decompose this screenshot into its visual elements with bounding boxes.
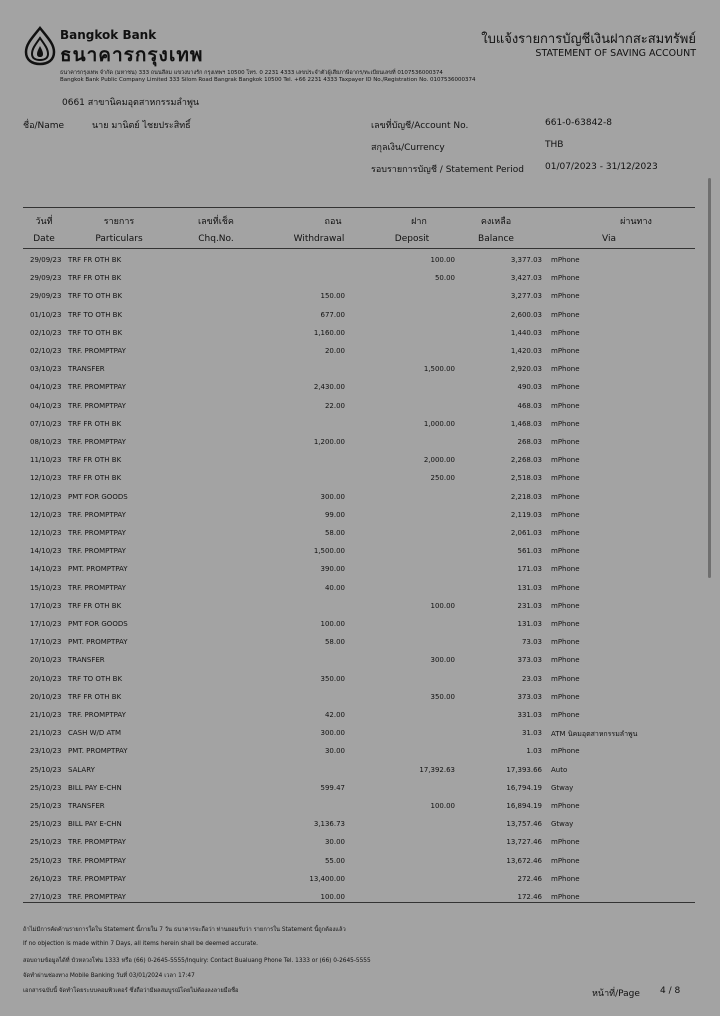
statement-period-label: รอบรายการบัญชี / Statement Period (371, 165, 524, 175)
statement-title-th: ใบแจ้งรายการบัญชีเงินฝากสะสมทรัพย์ (481, 32, 696, 47)
table-row (0, 875, 720, 893)
row-via: mPhone (551, 893, 580, 901)
row-date: 12/10/23 (30, 492, 62, 501)
row-via: mPhone (551, 456, 580, 465)
row-balance: 1,468.03 (510, 419, 542, 428)
header-via-th: ผ่านทาง (620, 217, 652, 227)
row-deposit: 100.00 (430, 601, 455, 610)
row-date: 20/10/23 (30, 674, 62, 683)
table-row (0, 784, 720, 802)
footer-generated: จัดทำผ่านช่องทาง Mobile Banking วันที่ 03/01/2024 เวลา 17:47 (23, 973, 195, 979)
table-row (0, 474, 720, 492)
row-date: 17/10/23 (30, 638, 62, 647)
table-row (0, 493, 720, 511)
row-balance: 272.46 (517, 874, 542, 883)
row-particulars: BILL PAY E-CHN (68, 783, 122, 792)
row-via: mPhone (551, 674, 580, 683)
account-number-value: 661-0-63842-8 (545, 118, 613, 128)
row-particulars: TRANSFER (68, 365, 105, 374)
header-balance-en: Balance (478, 234, 514, 244)
header-date-en: Date (33, 234, 55, 244)
row-balance: 561.03 (517, 547, 542, 556)
row-withdrawal: 300.00 (320, 729, 345, 738)
row-date: 12/10/23 (30, 529, 62, 537)
header-withdrawal-en: Withdrawal (293, 234, 345, 244)
row-withdrawal: 22.00 (324, 401, 345, 410)
row-deposit: 17,392.63 (419, 765, 455, 774)
row-withdrawal: 2,430.00 (313, 383, 345, 392)
header-particulars-th: รายการ (103, 217, 135, 227)
row-via: mPhone (551, 856, 580, 865)
row-withdrawal: 390.00 (320, 565, 345, 574)
row-particulars: TRANSFER (68, 656, 105, 665)
row-particulars: TRF FR OTH BK (68, 474, 122, 483)
row-via: mPhone (551, 656, 580, 665)
row-date: 14/10/23 (30, 547, 62, 556)
row-withdrawal: 300.00 (320, 492, 345, 501)
row-particulars: BILL PAY E-CHN (68, 820, 122, 829)
row-balance: 13,757.46 (506, 820, 542, 829)
table-row (0, 365, 720, 383)
table-row (0, 620, 720, 638)
row-deposit: 300.00 (430, 656, 455, 665)
row-via: Gtway (551, 783, 574, 792)
row-particulars: TRF TO OTH BK (68, 310, 123, 319)
row-balance: 331.03 (517, 711, 542, 719)
row-date: 20/10/23 (30, 692, 62, 701)
row-balance: 373.03 (517, 692, 542, 701)
row-via: mPhone (551, 510, 580, 519)
row-deposit: 100.00 (430, 256, 455, 264)
row-particulars: TRF. PROMPTPAY (68, 438, 126, 446)
row-balance: 3,377.03 (510, 256, 542, 264)
row-date: 14/10/23 (30, 565, 62, 574)
row-via: mPhone (551, 474, 580, 483)
row-particulars: PMT FOR GOODS (68, 620, 128, 628)
row-via: mPhone (551, 692, 580, 701)
row-withdrawal: 100.00 (320, 620, 345, 628)
row-via: mPhone (551, 310, 580, 319)
header-deposit-en: Deposit (394, 234, 430, 244)
row-date: 02/10/23 (30, 328, 62, 337)
row-balance: 2,920.03 (510, 365, 542, 374)
row-withdrawal: 1,200.00 (313, 438, 345, 446)
row-date: 26/10/23 (30, 874, 62, 883)
row-particulars: TRF. PROMPTPAY (68, 583, 126, 592)
row-withdrawal: 99.00 (324, 510, 345, 519)
row-particulars: TRF. PROMPTPAY (68, 383, 126, 392)
table-row (0, 529, 720, 547)
row-balance: 13,727.46 (506, 838, 542, 847)
row-balance: 17,393.66 (506, 765, 542, 774)
row-balance: 16,794.19 (506, 783, 542, 792)
table-row (0, 347, 720, 365)
row-via: mPhone (551, 711, 580, 719)
row-date: 29/09/23 (30, 292, 62, 301)
row-via: mPhone (551, 529, 580, 537)
row-withdrawal: 20.00 (324, 347, 345, 355)
row-date: 21/10/23 (30, 711, 62, 719)
footer-computer-generated: เอกสารฉบับนี้ จัดทำโดยระบบคอมพิวเตอร์ ซึ่งถือว่ามีผลสมบูรณ์โดยไม่ต้องลงลายมือชื่อ (23, 988, 239, 994)
row-date: 25/10/23 (30, 820, 62, 829)
table-top-rule (23, 207, 695, 208)
address-th: ธนาคารกรุงเทพ จำกัด (มหาชน) 333 ถนนสีลม แขวงบางรัก กรุงเทพฯ 10500 โทร. 0 2231 4333 เลขประจำตัวผู้เสียภาษีอากร/ทะเบียนเลขที่ 0107536000374 (60, 70, 443, 76)
row-balance: 73.03 (521, 638, 542, 647)
row-particulars: TRF FR OTH BK (68, 274, 122, 283)
branch-name: 0661 สาขานิคมอุตสาหกรรมลำพูน (62, 98, 200, 108)
row-balance: 1,440.03 (510, 328, 542, 337)
table-row (0, 602, 720, 620)
table-row (0, 256, 720, 274)
row-via: mPhone (551, 256, 580, 264)
row-date: 15/10/23 (30, 583, 62, 592)
row-via: mPhone (551, 747, 580, 756)
row-date: 23/10/23 (30, 747, 62, 756)
row-withdrawal: 58.00 (324, 638, 345, 647)
table-row (0, 711, 720, 729)
row-particulars: TRF. PROMPTPAY (68, 856, 126, 865)
table-row (0, 729, 720, 747)
table-row (0, 456, 720, 474)
table-header-rule (23, 248, 695, 249)
row-balance: 172.46 (517, 893, 542, 901)
row-date: 04/10/23 (30, 383, 62, 392)
row-withdrawal: 30.00 (324, 747, 345, 756)
row-balance: 1.03 (526, 747, 542, 756)
row-balance: 3,427.03 (510, 274, 542, 283)
table-row (0, 565, 720, 583)
table-row (0, 329, 720, 347)
row-particulars: TRF. PROMPTPAY (68, 510, 126, 519)
footer-notice-th: ถ้าไม่มีการคัดค้านรายการใดใน Statement นี้ภายใน 7 วัน ธนาคารจะถือว่า ท่านยอมรับว่า รายการใน Statement นี้ถูกต้องแล้ว (23, 927, 346, 933)
currency-value: THB (545, 140, 564, 150)
row-particulars: TRF. PROMPTPAY (68, 711, 126, 719)
row-particulars: TRF FR OTH BK (68, 419, 122, 428)
row-withdrawal: 599.47 (320, 783, 345, 792)
row-date: 25/10/23 (30, 856, 62, 865)
scrollbar[interactable] (708, 178, 711, 578)
row-via: mPhone (551, 347, 580, 355)
row-balance: 2,518.03 (510, 474, 542, 483)
row-via: mPhone (551, 838, 580, 847)
table-row (0, 747, 720, 765)
table-row (0, 838, 720, 856)
row-via: ATM นิคมอุตสาหกรรมลำพูน (551, 730, 638, 739)
row-deposit: 1,500.00 (423, 365, 455, 374)
row-via: mPhone (551, 401, 580, 410)
row-balance: 490.03 (517, 383, 542, 392)
row-balance: 131.03 (517, 620, 542, 628)
row-balance: 2,119.03 (510, 510, 542, 519)
row-via: Gtway (551, 820, 574, 829)
row-via: mPhone (551, 583, 580, 592)
bangkok-bank-logo-icon (22, 26, 58, 66)
row-balance: 2,218.03 (510, 492, 542, 501)
currency-label: สกุลเงิน/Currency (371, 143, 445, 153)
brand-name-en: Bangkok Bank (60, 28, 157, 42)
row-particulars: TRF FR OTH BK (68, 456, 122, 465)
row-balance: 468.03 (517, 401, 542, 410)
row-particulars: CASH W/D ATM (68, 729, 122, 738)
row-date: 02/10/23 (30, 347, 62, 355)
row-balance: 2,268.03 (510, 456, 542, 465)
row-balance: 2,600.03 (510, 310, 542, 319)
row-date: 17/10/23 (30, 601, 62, 610)
row-date: 12/10/23 (30, 474, 62, 483)
page-label: หน้าที่/Page (592, 989, 640, 999)
row-particulars: TRF. PROMPTPAY (68, 529, 126, 537)
row-withdrawal: 3,136.73 (313, 820, 345, 829)
row-withdrawal: 42.00 (324, 711, 345, 719)
table-row (0, 547, 720, 565)
row-date: 29/09/23 (30, 274, 62, 283)
row-particulars: PMT FOR GOODS (68, 492, 128, 501)
row-date: 03/10/23 (30, 365, 62, 374)
table-bottom-rule (23, 902, 695, 903)
row-date: 21/10/23 (30, 729, 62, 738)
row-withdrawal: 55.00 (324, 856, 345, 865)
header-particulars-en: Particulars (95, 234, 143, 244)
row-date: 25/10/23 (30, 765, 62, 774)
row-withdrawal: 40.00 (324, 583, 345, 592)
table-row (0, 766, 720, 784)
statement-title-en: STATEMENT OF SAVING ACCOUNT (535, 48, 696, 59)
row-balance: 31.03 (521, 729, 542, 738)
name-value: นาย มานิตย์ ไชยประสิทธิ์ (92, 121, 191, 131)
row-deposit: 250.00 (430, 474, 455, 483)
row-balance: 131.03 (517, 583, 542, 592)
row-deposit: 100.00 (430, 802, 455, 810)
header-balance-th: คงเหลือ (480, 217, 512, 227)
row-particulars: TRF. PROMPTPAY (68, 547, 126, 556)
row-deposit: 350.00 (430, 692, 455, 701)
row-date: 07/10/23 (30, 419, 62, 428)
row-date: 17/10/23 (30, 620, 62, 628)
row-balance: 13,672.46 (506, 856, 542, 865)
row-via: mPhone (551, 874, 580, 883)
row-balance: 23.03 (521, 674, 542, 683)
statement-period-value: 01/07/2023 - 31/12/2023 (545, 162, 658, 172)
row-particulars: TRF FR OTH BK (68, 692, 122, 701)
row-via: mPhone (551, 365, 580, 374)
table-row (0, 802, 720, 820)
row-balance: 171.03 (517, 565, 542, 574)
header-chq-en: Chq.No. (198, 234, 234, 244)
row-date: 27/10/23 (30, 893, 62, 901)
brand-name-th: ธนาคารกรุงเทพ (60, 44, 204, 66)
row-particulars: TRF. PROMPTPAY (68, 893, 126, 901)
row-particulars: TRF. PROMPTPAY (68, 401, 126, 410)
table-row (0, 274, 720, 292)
row-withdrawal: 100.00 (320, 893, 345, 901)
row-via: mPhone (551, 419, 580, 428)
row-via: mPhone (551, 438, 580, 446)
row-balance: 2,061.03 (510, 529, 542, 537)
table-row (0, 675, 720, 693)
table-row (0, 857, 720, 875)
row-withdrawal: 1,160.00 (313, 328, 345, 337)
account-number-label: เลขที่บัญชี/Account No. (371, 121, 469, 131)
row-via: mPhone (551, 274, 580, 283)
table-row (0, 402, 720, 420)
row-via: mPhone (551, 620, 580, 628)
table-row (0, 638, 720, 656)
row-particulars: PMT. PROMPTPAY (68, 747, 128, 756)
row-withdrawal: 58.00 (324, 529, 345, 537)
table-row (0, 311, 720, 329)
row-particulars: TRANSFER (68, 802, 105, 810)
row-withdrawal: 30.00 (324, 838, 345, 847)
header-withdrawal-th: ถอน (324, 217, 342, 227)
row-date: 25/10/23 (30, 802, 62, 810)
row-particulars: PMT. PROMPTPAY (68, 638, 128, 647)
row-balance: 1,420.03 (510, 347, 542, 355)
footer-inquiry: สอบถามข้อมูลได้ที่ บัวหลวงโฟน 1333 หรือ (66) 0-2645-5555/Inquiry: Contact Bualuang Phone Tel. 1333 or (66) 0-2645-5555 (23, 958, 371, 964)
row-balance: 231.03 (517, 601, 542, 610)
footer-notice-en: If no objection is made within 7 Days, all items herein shall be deemed accurate. (23, 941, 258, 947)
row-particulars: TRF. PROMPTPAY (68, 838, 126, 847)
row-via: mPhone (551, 802, 580, 810)
row-deposit: 2,000.00 (423, 456, 455, 465)
row-balance: 3,277.03 (510, 292, 542, 301)
row-withdrawal: 350.00 (320, 674, 345, 683)
row-date: 01/10/23 (30, 310, 62, 319)
row-date: 29/09/23 (30, 256, 62, 264)
row-date: 20/10/23 (30, 656, 62, 665)
row-withdrawal: 1,500.00 (313, 547, 345, 556)
row-via: mPhone (551, 547, 580, 556)
table-row (0, 820, 720, 838)
row-date: 11/10/23 (30, 456, 62, 465)
table-row (0, 292, 720, 310)
row-date: 08/10/23 (30, 438, 62, 446)
row-particulars: TRF TO OTH BK (68, 674, 123, 683)
row-deposit: 50.00 (434, 274, 455, 283)
row-withdrawal: 13,400.00 (309, 874, 345, 883)
row-date: 25/10/23 (30, 838, 62, 847)
table-row (0, 420, 720, 438)
row-balance: 16,894.19 (506, 802, 542, 810)
row-particulars: SALARY (68, 765, 95, 774)
table-row (0, 693, 720, 711)
table-row (0, 438, 720, 456)
name-label: ชื่อ/Name (23, 121, 65, 131)
row-via: mPhone (551, 492, 580, 501)
address-en: Bangkok Bank Public Company Limited 333 Silom Road Bangrak Bangkok 10500 Tel. +66 2231 4333 Taxpayer ID No./Registration No. 0107536000374 (60, 77, 476, 83)
row-via: mPhone (551, 638, 580, 647)
row-particulars: TRF FR OTH BK (68, 601, 122, 610)
table-row (0, 656, 720, 674)
row-via: Auto (551, 765, 568, 774)
row-via: mPhone (551, 565, 580, 574)
header-chq-th: เลขที่เช็ค (198, 217, 234, 227)
row-particulars: TRF TO OTH BK (68, 292, 123, 301)
header-date-th: วันที่ (35, 217, 53, 227)
table-row (0, 584, 720, 602)
row-via: mPhone (551, 383, 580, 392)
table-row (0, 383, 720, 401)
row-via: mPhone (551, 601, 580, 610)
row-date: 04/10/23 (30, 401, 62, 410)
row-withdrawal: 150.00 (320, 292, 345, 301)
row-particulars: PMT. PROMPTPAY (68, 565, 128, 574)
row-particulars: TRF. PROMPTPAY (68, 874, 126, 883)
header-via-en: Via (602, 234, 616, 244)
row-particulars: TRF TO OTH BK (68, 328, 123, 337)
row-deposit: 1,000.00 (423, 419, 455, 428)
row-particulars: TRF FR OTH BK (68, 256, 122, 264)
page-number: 4 / 8 (660, 986, 681, 996)
row-via: mPhone (551, 328, 580, 337)
header-deposit-th: ฝาก (411, 217, 427, 227)
table-row (0, 511, 720, 529)
row-withdrawal: 677.00 (320, 310, 345, 319)
row-date: 12/10/23 (30, 510, 62, 519)
row-balance: 373.03 (517, 656, 542, 665)
row-particulars: TRF. PROMPTPAY (68, 347, 126, 355)
row-date: 25/10/23 (30, 783, 62, 792)
row-via: mPhone (551, 292, 580, 301)
row-balance: 268.03 (517, 438, 542, 446)
